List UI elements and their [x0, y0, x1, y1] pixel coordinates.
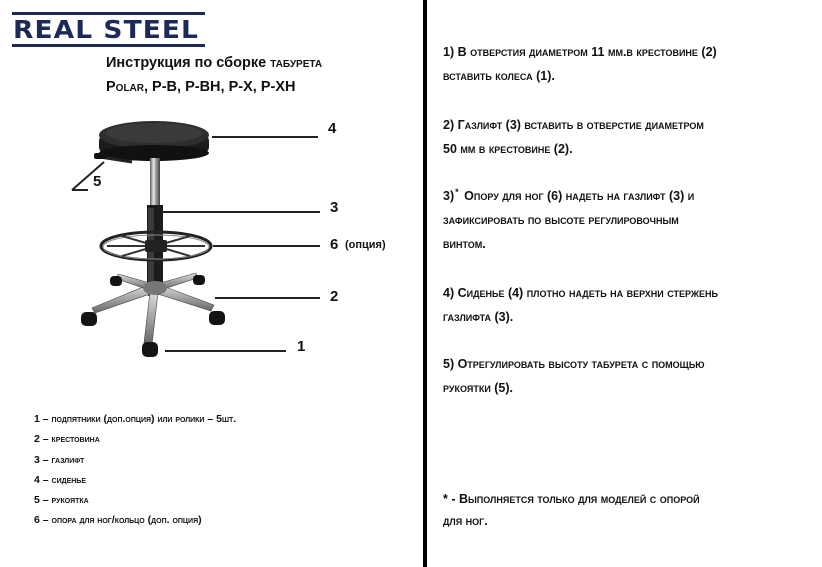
title-part-2: табурета: [270, 55, 323, 71]
callout-handle: 5: [93, 173, 102, 190]
step-3-line: винтом.: [443, 237, 486, 251]
step-1-line: 1) В отверстия диаметром 11 мм.в крестовине (2): [443, 45, 717, 59]
stool-diagram: [0, 0, 423, 400]
callout-footring-note: (опция): [345, 239, 386, 251]
step-3-line: [443, 184, 694, 208]
callout-footring: 6: [330, 236, 339, 253]
legend-item: 5 – рукоятка: [34, 494, 89, 506]
callout-wheels: 1: [297, 338, 306, 355]
step-3-line: зафиксировать по высоте регулировочным: [443, 213, 679, 227]
gaslift: [147, 158, 163, 296]
step-4-line: 4) Сиденье (4) плотно надеть на верхни стержень: [443, 286, 718, 300]
legend-item: 4 – сиденье: [34, 474, 87, 486]
footnote-line: для ног.: [443, 514, 488, 528]
legend-item: 1 – подпятники (доп.опция) или ролики – 5шт.: [34, 413, 237, 425]
step-5-line: 5) Отрегулировать высоту табурета с помощью: [443, 357, 705, 371]
step-2-line: 2) Газлифт (3) вставить в отверстие диаметром: [443, 118, 704, 132]
step-1: [443, 40, 717, 88]
callout-gaslift: 3: [330, 199, 339, 216]
column-divider: [423, 0, 427, 567]
callout-base: 2: [330, 288, 339, 305]
seat: [99, 121, 209, 161]
footnote-line: * - Выполняется только для моделей с опорой: [443, 492, 700, 506]
callout-seat: 4: [328, 120, 337, 137]
title-part-1: Инструкция по сборке: [106, 55, 271, 71]
step-3: [443, 184, 694, 256]
legend-item: 3 – газлифт: [34, 454, 85, 466]
footnote: [443, 488, 700, 532]
legend-item: 2 – крестовина: [34, 433, 100, 445]
step-4: [443, 281, 718, 329]
step-2: [443, 113, 704, 161]
logo-text: REAL STEEL: [13, 15, 199, 44]
step-3-text: Опору для ног (6) надеть на газлифт (3) и: [464, 189, 695, 203]
step-1-line: вставить колеса (1).: [443, 69, 555, 83]
step-2-line: 50 мм в крестовине (2).: [443, 142, 573, 156]
step-5-line: рукоятки (5).: [443, 381, 514, 395]
step-5: [443, 352, 705, 400]
step-4-line: газлифта (3).: [443, 310, 514, 324]
step-3-number: 3): [443, 189, 455, 203]
page-subtitle-models: Polar, P-B, P-BH, P-X, P-XH: [106, 79, 296, 95]
footnote-asterisk: *: [455, 187, 459, 197]
legend-item: 6 – опора для ног/кольцо (доп. опция): [34, 514, 202, 526]
leader-lines: [72, 137, 320, 351]
